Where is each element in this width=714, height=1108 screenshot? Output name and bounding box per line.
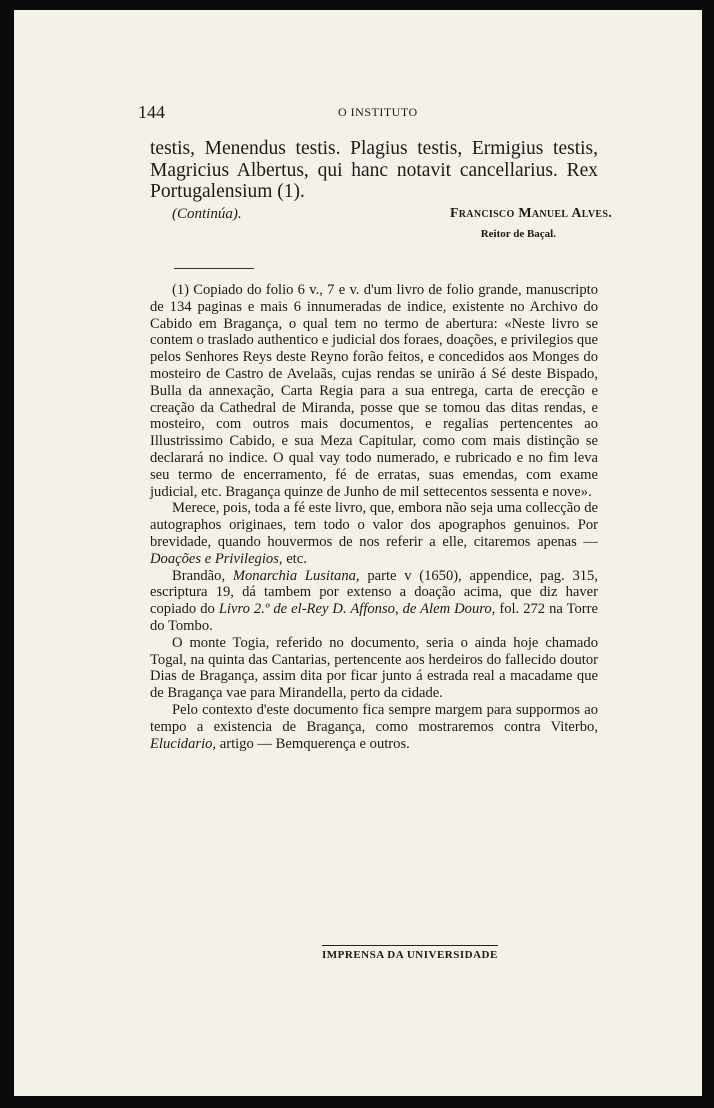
footnote-text-run: , etc.	[278, 550, 307, 567]
author-name: Francisco Manuel Alves.	[449, 206, 612, 221]
footnote-text-run: parte v (1650), appendice, pag. 315, escriptura 19, dá tambem por extenso a doação acima, que diz haver copiado do	[150, 567, 598, 618]
main-paragraph: testis, Menendus testis. Plagius testis, Ermigius testis, Magricius Albertus, qui hanc notavit cancellarius. Rex Portugalensium (1).	[150, 138, 598, 202]
running-title: O INSTITUTO	[338, 105, 418, 119]
footnote-text-run: fol. 272 na Torre do Tombo.	[150, 601, 599, 634]
author-role: Reitor de Baçal.	[480, 228, 556, 240]
footnote-text-run: Merece, pois, toda a fé este livro, que, embora não seja uma collecção de autographos originaes, tem todo o valor dos apographos genuinos. Por brevidade, quando houvermos de nos referir a elle, citaremos apenas —	[150, 500, 598, 550]
footnote-text-run: (1) Copiado do folio 6 v., 7 e v. d'um livro de folio grande, manuscripto de 134 paginas e mais 6 innumeradas de indice, existente no Archivo do Cabido em Bragança, o qual tem no termo de abertura: «Neste livro se contem o traslado authentico e judicial dos foraes, doações, e privilegios que pelos Senhores Reys deste Reyno forão feitos, e concedidos aos Monges do mosteiro de Castro de Avelaãs, cujas rendas se unirão á Sé deste Bispado, Bulla da annexação, Carta Regia para a sua entrega, carta de erecção e creação da Cathedral de Miranda, posse que se tomou das ditas rendas, e mosteiro, com outros mais documentos, e regalias pertencentes ao Illustrissimo Cabido, e sua Meza Capitular, como com mais distinção se declarará no indice. O qual vay todo numerado, e rubricado e no fim leva seu termo de encerramento, fé de erratas, suas emendas, com exame judicial, etc. Bragança quinze de Junho de mil settecentos sessenta e nove».	[150, 282, 598, 500]
footnote-text-run: O monte Togia, referido no documento, seria o ainda hoje chamado Togal, na quinta das Cantarias, pertencente aos herdeiros do fallecido doutor Dias de Bragança, assim dita por ficar junto á estrada real a macadame que de Bragança vae para Mirandella, perto da cidade.	[150, 634, 598, 702]
signature-block	[172, 206, 612, 250]
imprint: IMPRENSA DA UNIVERSIDADE	[322, 945, 498, 961]
footnote-text-run: artigo — Bemquerença e outros.	[216, 735, 410, 752]
footnote-text-run: Brandão,	[172, 567, 233, 584]
footnote-italic-run: Monarchia Lusitana,	[232, 567, 360, 584]
footnotes	[150, 282, 598, 752]
main-text-block	[150, 138, 598, 203]
footnote-paragraph	[150, 500, 598, 567]
footnote-italic-run: Elucidario,	[150, 735, 217, 752]
footnote-text-run: Pelo contexto d'este documento fica sempre margem para suppormos ao tempo a existencia de Bragança, como mostraremos contra Viterbo,	[150, 701, 598, 735]
footnote-italic-run: Livro 2.º de el-Rey D. Affonso, de Alem Douro,	[218, 601, 496, 618]
footnote-italic-run: Doações e Privilegios	[150, 550, 279, 567]
footnote-paragraph	[150, 568, 598, 635]
footnote-divider	[174, 268, 254, 269]
page	[14, 10, 702, 1096]
footnote-paragraph	[150, 702, 598, 752]
footnote-paragraph	[150, 635, 598, 702]
page-header	[138, 102, 598, 124]
page-number: 144	[138, 102, 165, 122]
footnote-paragraph	[150, 282, 598, 500]
continued-note: (Continúa).	[172, 206, 242, 222]
